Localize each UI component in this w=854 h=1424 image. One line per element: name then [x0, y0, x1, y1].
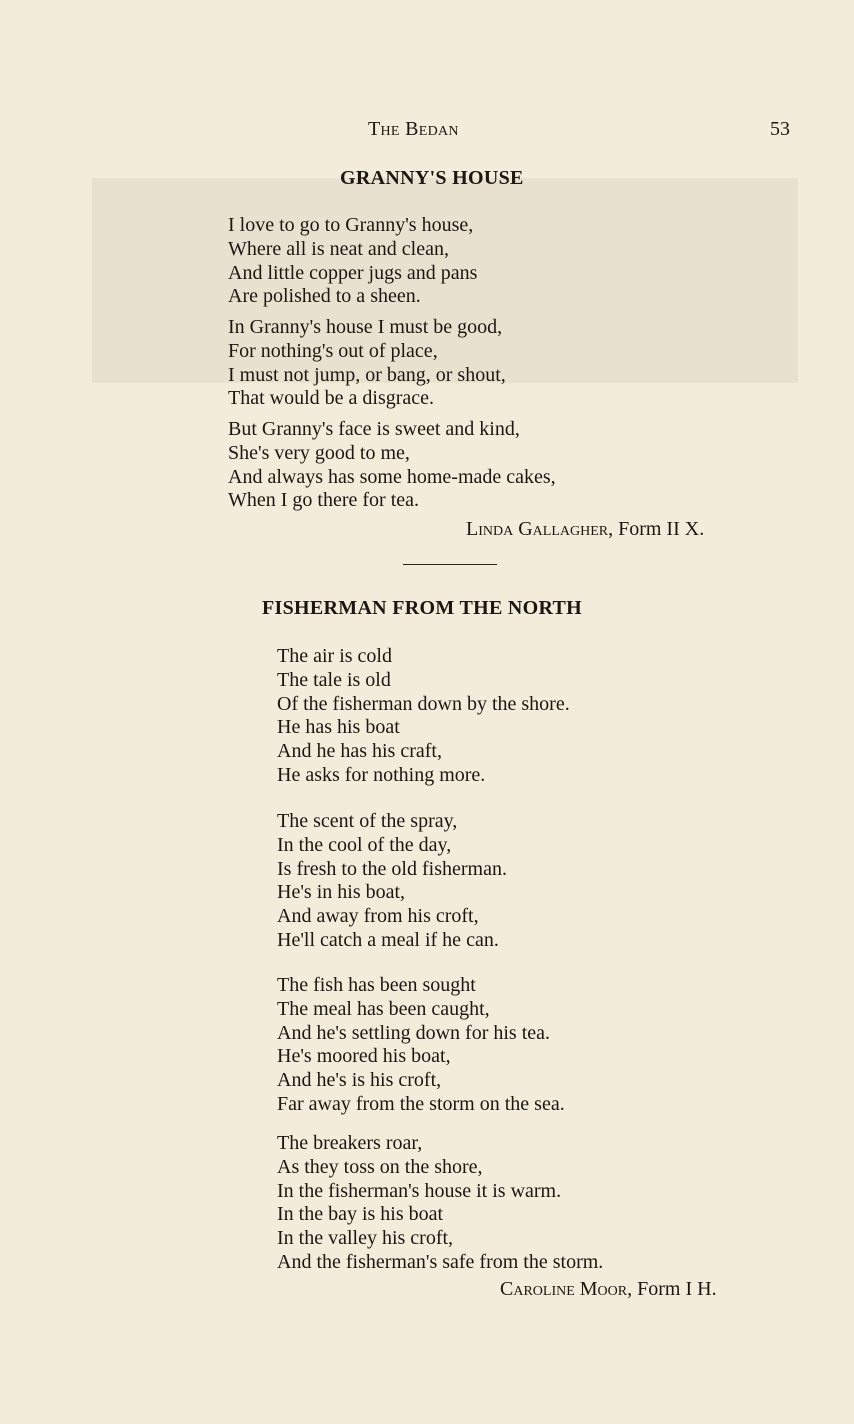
verse-line: In the bay is his boat [277, 1203, 444, 1226]
verse-line: And always has some home-made cakes, [228, 465, 556, 488]
verse-line: Are polished to a sheen. [228, 285, 421, 308]
stanza [277, 810, 507, 953]
author-name: Linda Gallagher, [466, 518, 614, 540]
verse-line: He asks for nothing more. [277, 763, 486, 786]
journal-title: The Bedan [368, 118, 459, 140]
poem-title: GRANNY'S HOUSE [340, 167, 524, 189]
poem-title: FISHERMAN FROM THE NORTH [262, 597, 583, 619]
verse-line: In the cool of the day, [277, 833, 452, 856]
stanza [277, 645, 570, 788]
verse-line: In Granny's house I must be good, [228, 316, 503, 338]
verse-line: As they toss on the shore, [277, 1155, 483, 1178]
verse-line: She's very good to me, [228, 441, 410, 464]
verse-line: Is fresh to the old fisherman. [277, 857, 507, 880]
verse-line: I must not jump, or bang, or shout, [228, 363, 506, 386]
verse-line: And the fisherman's safe from the storm. [277, 1250, 604, 1273]
verse-line: In the fisherman's house it is warm. [277, 1179, 562, 1202]
verse-line: When I go there for tea. [228, 489, 420, 512]
stanza [228, 316, 506, 411]
verse-line: For nothing's out of place, [228, 339, 438, 362]
verse-line: He's moored his boat, [277, 1045, 451, 1068]
verse-line: He's in his boat, [277, 881, 406, 904]
verse-line: The breakers roar, [277, 1132, 423, 1154]
author-byline [500, 1278, 717, 1301]
verse-line: And little copper jugs and pans [228, 261, 478, 284]
verse-line: And he's settling down for his tea. [277, 1021, 551, 1044]
stanza [228, 418, 556, 513]
verse-line: Far away from the storm on the sea. [277, 1092, 565, 1115]
verse-line: In the valley his croft, [277, 1227, 454, 1250]
verse-line: And away from his croft, [277, 905, 479, 928]
verse-line: Of the fisherman down by the shore. [277, 692, 570, 715]
verse-line: The tale is old [277, 668, 391, 691]
stanza [228, 214, 477, 309]
verse-line: But Granny's face is sweet and kind, [228, 418, 520, 440]
verse-line: The air is cold [277, 645, 392, 667]
verse-line: The scent of the spray, [277, 810, 458, 832]
author-byline [466, 518, 704, 541]
author-form: Form II X. [618, 518, 705, 540]
verse-line: The fish has been sought [277, 974, 476, 996]
verse-line: And he has his craft, [277, 740, 442, 763]
author-form: Form I H. [637, 1278, 717, 1300]
verse-line: Where all is neat and clean, [228, 237, 449, 260]
verse-line: And he's is his croft, [277, 1069, 442, 1092]
section-divider [403, 564, 497, 565]
author-name: Caroline Moor, [500, 1278, 633, 1300]
page-number: 53 [770, 118, 790, 140]
verse-line: I love to go to Granny's house, [228, 214, 474, 236]
stanza [277, 974, 565, 1117]
verse-line: He has his boat [277, 716, 400, 739]
verse-line: He'll catch a meal if he can. [277, 928, 499, 951]
verse-line: That would be a disgrace. [228, 387, 435, 410]
verse-line: The meal has been caught, [277, 997, 490, 1020]
stanza [277, 1132, 603, 1275]
